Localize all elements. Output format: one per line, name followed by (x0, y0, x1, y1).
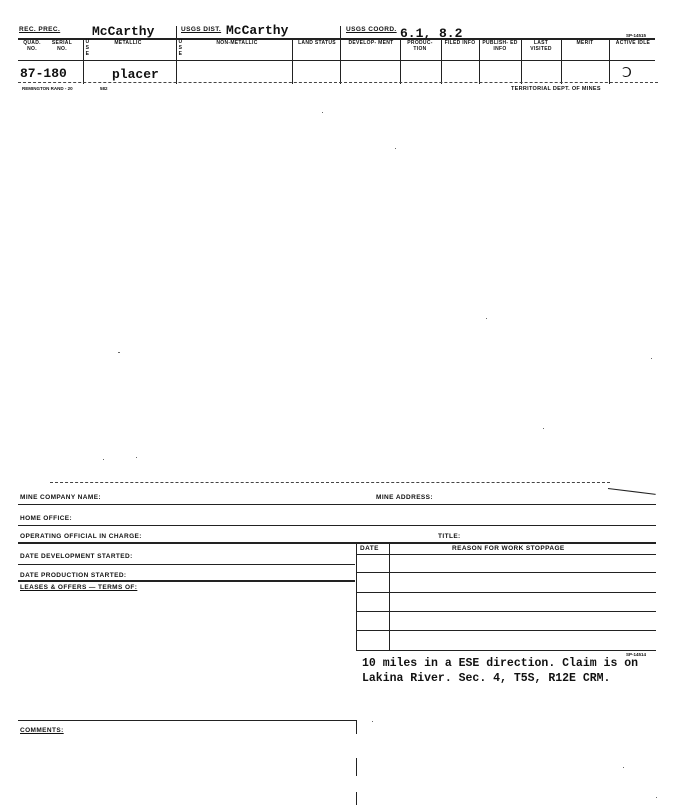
rule (18, 525, 656, 526)
location-line-2: Lakina River. Sec. 4, T5S, R12E CRM. (362, 672, 611, 685)
active-idle-mark: Ↄ (622, 64, 632, 80)
divider (609, 38, 610, 84)
filed-info-label: FILED INFO (444, 40, 476, 46)
divider (340, 26, 341, 84)
rule (18, 720, 356, 721)
scan-speck (118, 352, 120, 353)
metallic-label: METALLIC (114, 40, 142, 46)
rule (18, 564, 355, 565)
comments-label: COMMENTS: (20, 727, 64, 734)
leases-label: LEASES & OFFERS — TERMS OF: (20, 584, 138, 591)
location-line-1: 10 miles in a ESE direction. Claim is on (362, 657, 639, 670)
usgs-dist-label: USGS DIST. (181, 26, 222, 33)
use-letters-metallic: U S E (85, 39, 90, 57)
land-status-label: LAND STATUS (298, 40, 336, 46)
divider (83, 38, 84, 84)
scan-speck (322, 112, 323, 113)
quad-no-label: QUAD. NO. (23, 40, 41, 52)
divider (441, 38, 442, 84)
operating-official-label: OPERATING OFFICIAL IN CHARGE: (20, 533, 142, 540)
values-row-rule (18, 82, 658, 83)
published-info-label: PUBLISH- ED INFO (482, 40, 518, 52)
rule (18, 580, 355, 582)
remington-label: REMINGTON RAND - 20 (22, 86, 73, 91)
production-label: PRODUC- TION (407, 40, 433, 52)
scan-speck (543, 428, 544, 429)
form-code-bottom: SP-14514 (626, 652, 647, 657)
usgs-dist-value: McCarthy (226, 23, 289, 38)
rule (18, 542, 656, 544)
use-letters-nonmetallic: U S E (178, 39, 183, 57)
date-development-started-label: DATE DEVELOPMENT STARTED: (20, 553, 133, 560)
divider (292, 38, 293, 84)
active-idle-label: ACTIVE IDLE (615, 40, 651, 46)
usgs-coord-label: USGS COORD. (346, 26, 397, 33)
divider (521, 38, 522, 84)
serial-no-label: SERIAL NO. (51, 40, 73, 52)
divider (479, 38, 480, 84)
metallic-value: placer (112, 67, 159, 82)
reason-column-label: REASON FOR WORK STOPPAGE (452, 545, 565, 552)
form-code-top: SP-14515 (626, 33, 647, 38)
table-row-rule (356, 554, 656, 555)
header-row-rule (18, 60, 655, 61)
mine-address-label: MINE ADDRESS: (376, 494, 433, 501)
scan-speck (656, 797, 657, 798)
usgs-coord-value: 6.1, 8.2 (400, 26, 463, 41)
quad-serial-value: 87-180 (20, 66, 67, 81)
home-office-label: HOME OFFICE: (20, 515, 73, 522)
divider (176, 26, 177, 84)
merit-label: MERIT (576, 40, 594, 46)
remington-code: 582 (100, 86, 108, 91)
last-visited-label: LAST VISITED (530, 40, 552, 52)
rec-prec-label: REC. PREC. (19, 26, 61, 33)
table-row-rule (356, 611, 656, 612)
divider (356, 720, 357, 734)
scan-speck (136, 457, 137, 458)
date-production-started-label: DATE PRODUCTION STARTED: (20, 572, 127, 579)
dept-label: TERRITORIAL DEPT. OF MINES (511, 86, 601, 92)
divider (356, 758, 357, 776)
development-label: DEVELOP- MENT (348, 40, 394, 46)
divider (561, 38, 562, 84)
table-row-rule (356, 592, 656, 593)
divider (356, 792, 357, 805)
table-row-rule (356, 572, 656, 573)
date-column-label: DATE (360, 545, 379, 552)
table-row-rule (356, 650, 656, 651)
card-corner-edge (608, 488, 656, 495)
mine-company-label: MINE COMPANY NAME: (20, 494, 101, 501)
rec-prec-value: McCarthy (92, 24, 155, 39)
scan-speck (395, 148, 396, 149)
table-divider (389, 542, 390, 650)
scan-speck (486, 318, 487, 319)
table-row-rule (356, 630, 656, 631)
scan-speck (623, 767, 624, 768)
scan-speck (372, 721, 373, 722)
scan-speck (103, 459, 104, 460)
title-label: TITLE: (438, 533, 461, 540)
scan-speck (651, 358, 652, 359)
table-divider (356, 542, 357, 650)
rule (18, 504, 656, 505)
non-metallic-label: NON-METALLIC (216, 40, 258, 46)
card-top-edge (50, 482, 610, 483)
divider (400, 38, 401, 84)
